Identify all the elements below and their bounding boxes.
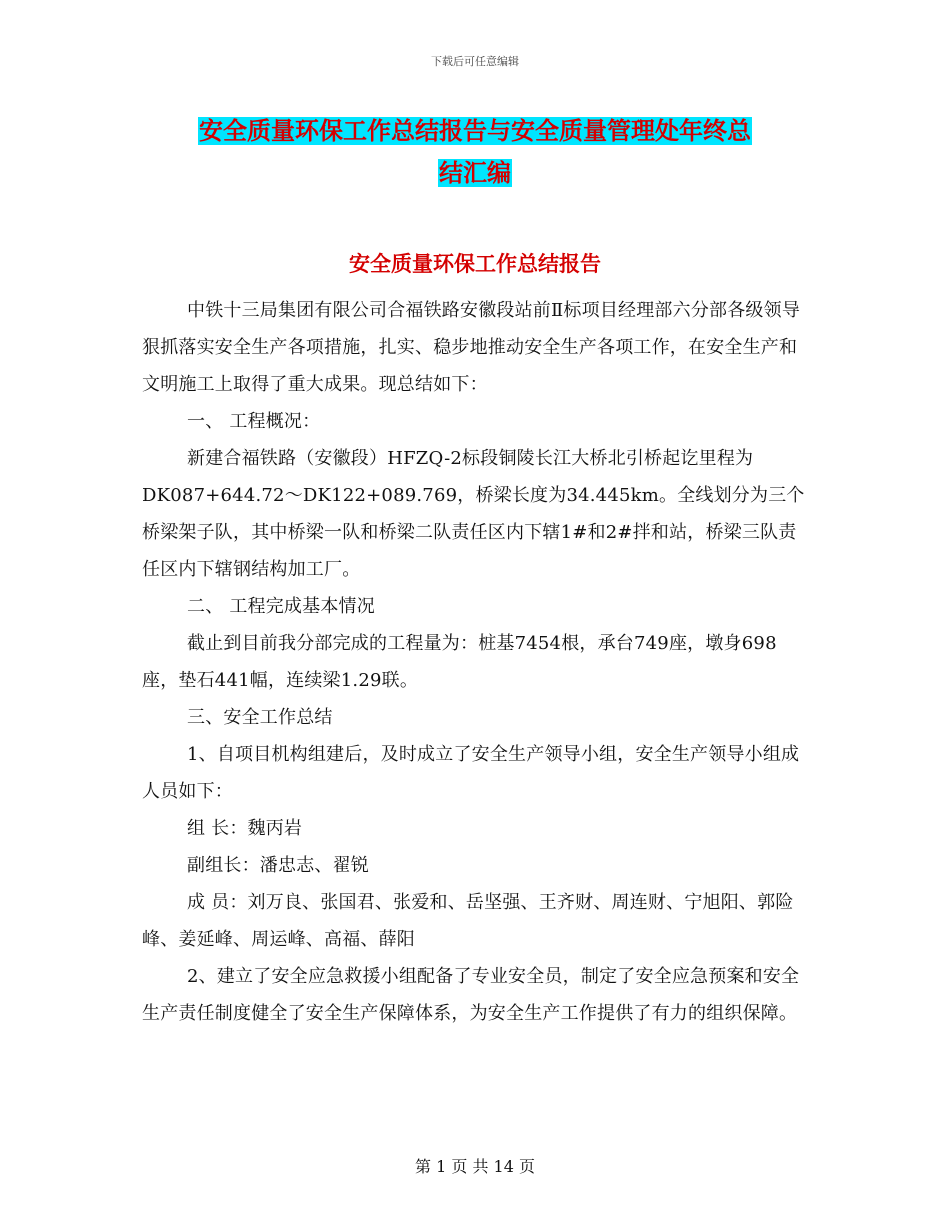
document-title <box>140 110 810 194</box>
document-body <box>142 292 810 1032</box>
paragraph-group-leader: 组 长：魏丙岩 <box>187 818 303 839</box>
paragraph-intro: 中铁十三局集团有限公司合福铁路安徽段站前Ⅱ标项目经理部六分部各级领导狠抓落实安全生产各项措施，扎实、稳步地推动安全生产各项工作，在安全生产和文明施工上取得了重大成果。现总结如下： <box>142 300 801 395</box>
heading-progress: 二、 工程完成基本情况 <box>187 596 375 617</box>
heading-safety-summary: 三、安全工作总结 <box>187 707 333 728</box>
header-note: 下载后可任意编辑 <box>431 55 519 68</box>
paragraph-progress: 截止到目前我分部完成的工程量为：桩基7454根，承台749座，墩身698座，垫石441幅，连续梁1.29联。 <box>142 633 777 691</box>
paragraph-deputy-leaders: 副组长：潘忠志、翟锐 <box>187 855 369 876</box>
heading-project-overview: 一、 工程概况： <box>187 411 321 432</box>
paragraph-safety-group: 1、自项目机构组建后，及时成立了安全生产领导小组，安全生产领导小组成人员如下： <box>142 744 800 802</box>
page-footer: 第 1 页 共 14 页 <box>415 1157 535 1176</box>
document-title-line1: 安全质量环保工作总结报告与安全质量管理处年终总 <box>199 117 751 145</box>
section-title: 安全质量环保工作总结报告 <box>349 252 601 276</box>
paragraph-project-overview: 新建合福铁路（安徽段）HFZQ-2标段铜陵长江大桥北引桥起讫里程为DK087+644.72～DK122+089.769，桥梁长度为34.445km。全线划分为三个桥梁架子队，其中桥梁一队和桥梁二队责任区内下辖1#和2#拌和站，桥梁三队责任区内下辖钢结构加工厂。 <box>142 448 805 580</box>
paragraph-members: 成 员：刘万良、张国君、张爱和、岳坚强、王齐财、周连财、宁旭阳、郭险峰、姜延峰、周运峰、高福、薛阳 <box>142 892 794 950</box>
document-title-line2: 结汇编 <box>439 159 511 187</box>
paragraph-emergency-team: 2、建立了安全应急救援小组配备了专业安全员，制定了安全应急预案和安全生产责任制度健全了安全生产保障体系，为安全生产工作提供了有力的组织保障。 <box>142 966 800 1024</box>
